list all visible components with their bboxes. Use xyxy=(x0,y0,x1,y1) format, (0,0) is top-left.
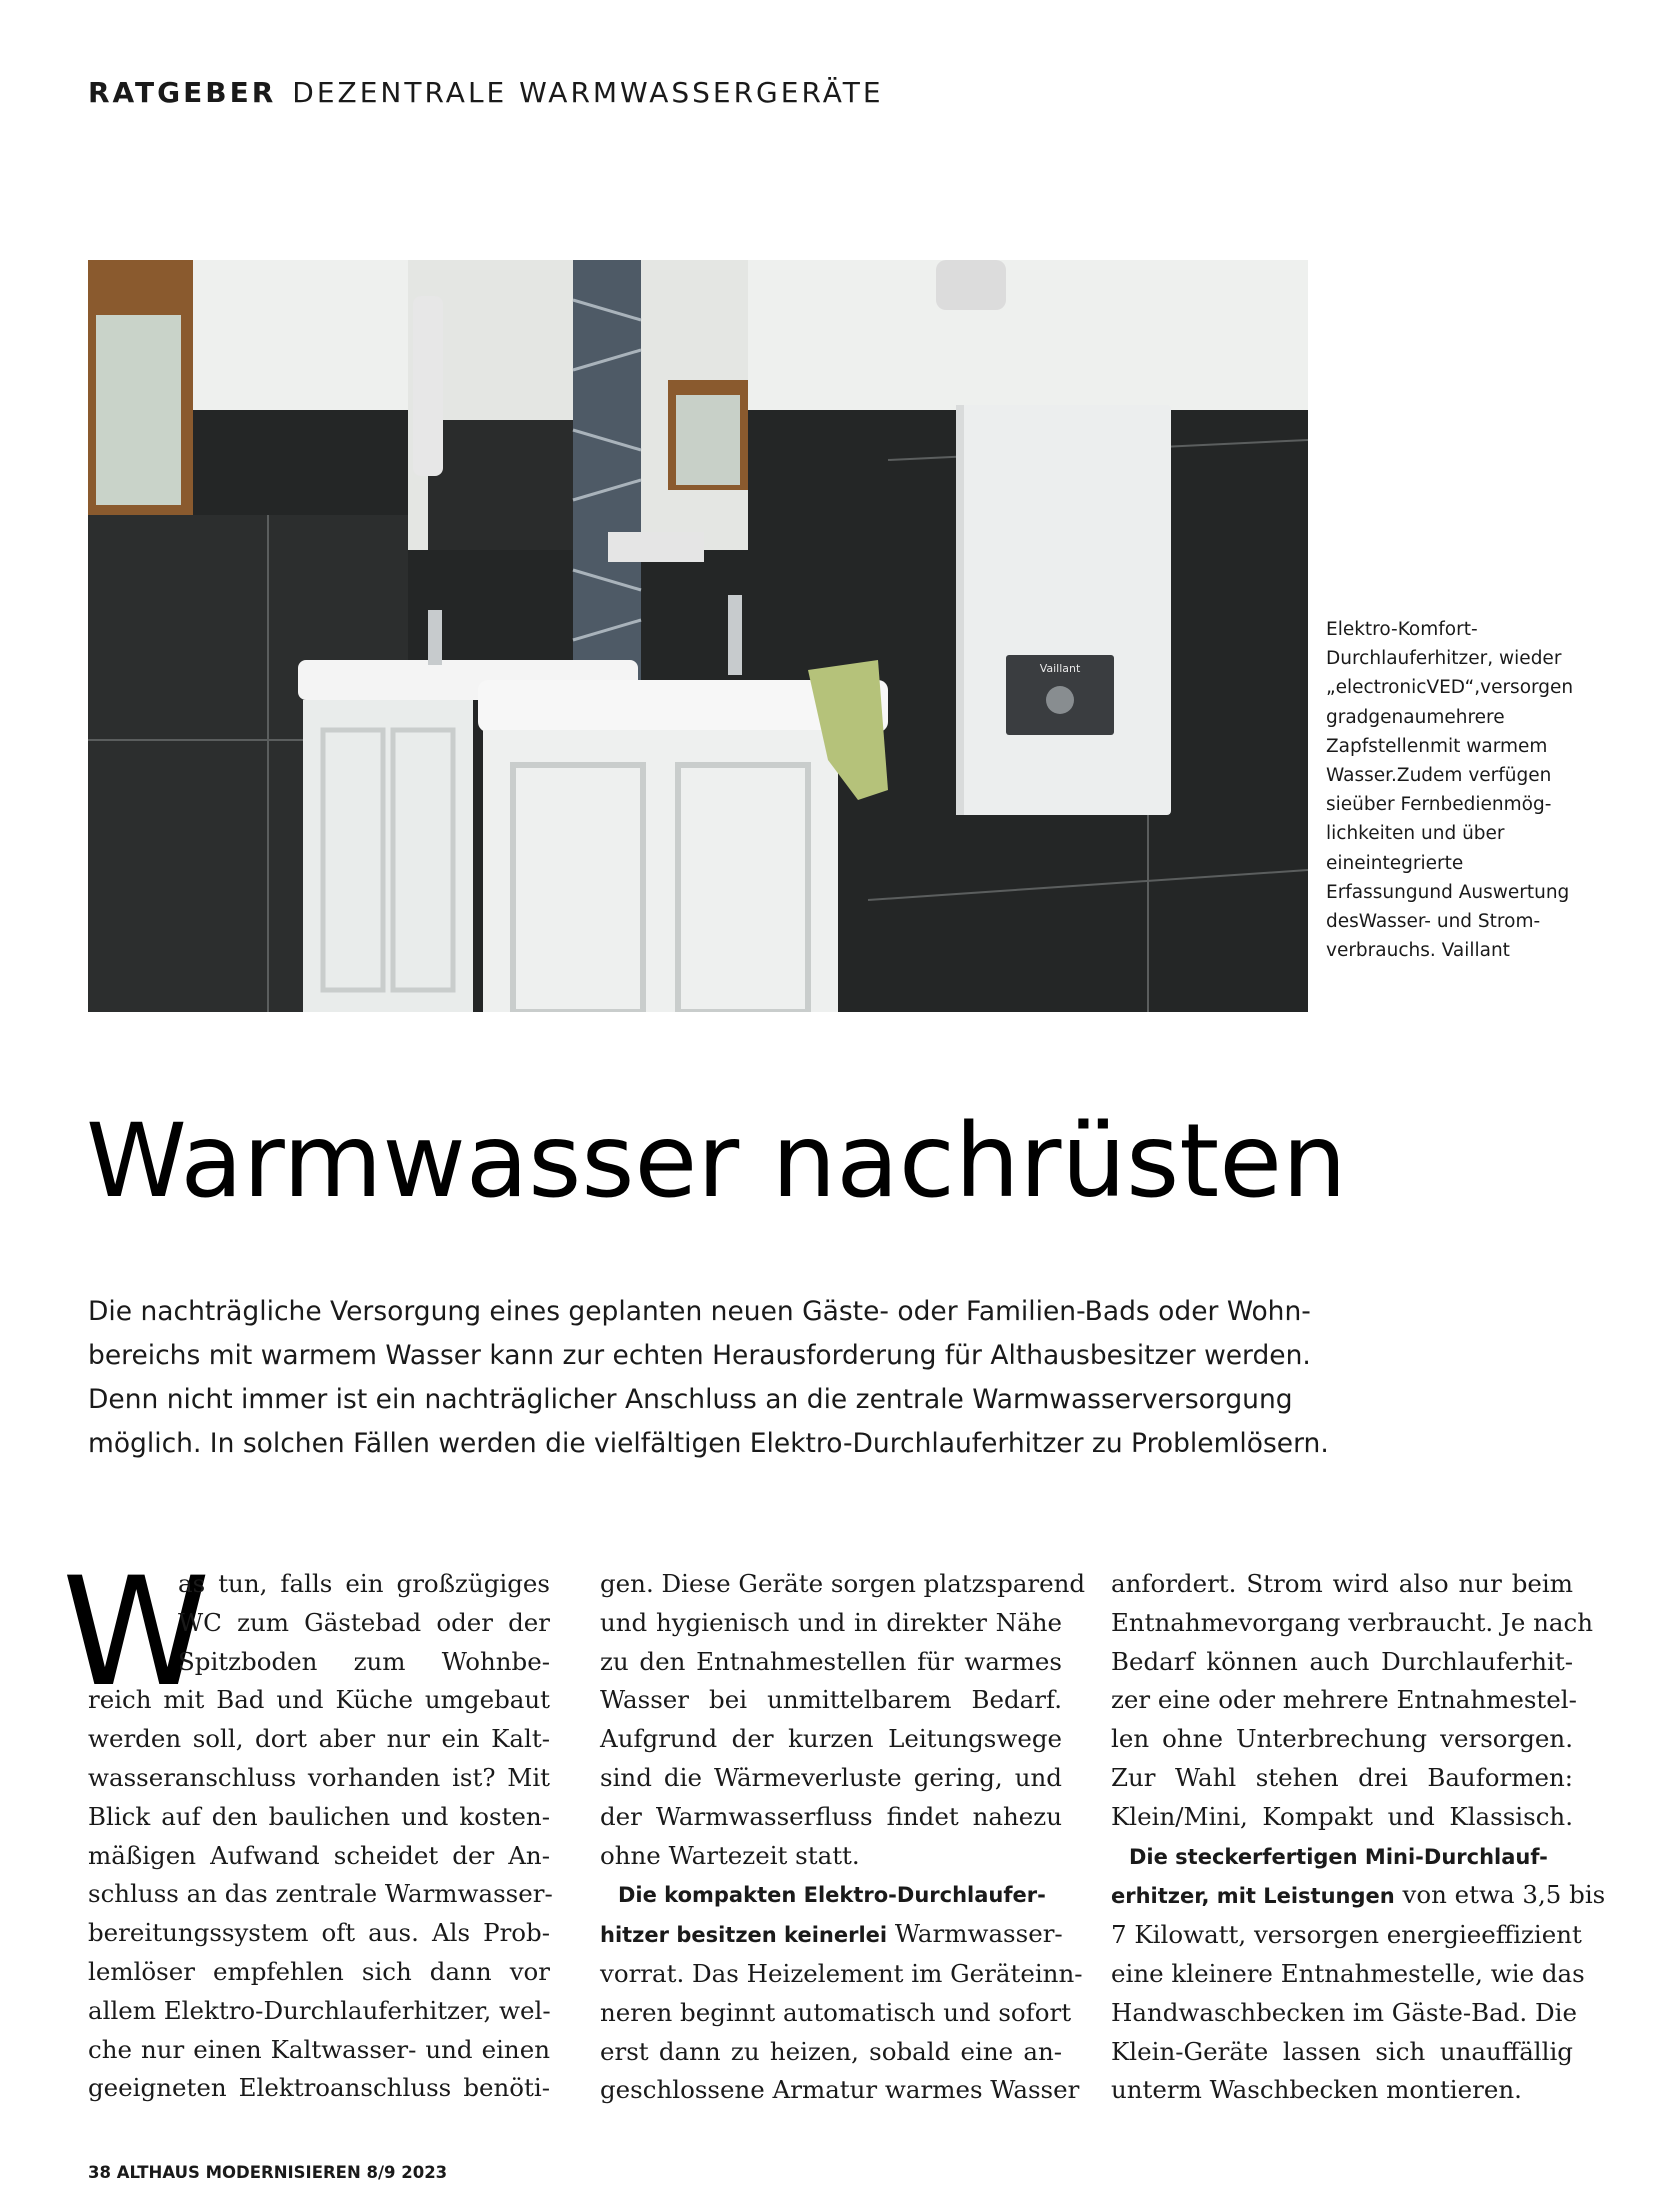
body-line: wasseranschluss vorhanden ist? Mit xyxy=(88,1762,550,1792)
body-column-2 xyxy=(600,1565,1086,2110)
body-line: sind die Wärmeverluste gering, und xyxy=(600,1762,1062,1792)
topic-label: DEZENTRALE WARMWASSERGERÄTE xyxy=(292,76,884,109)
body-line: reich mit Bad und Küche umgebaut xyxy=(88,1685,550,1715)
article-title: Warmwasser nachrüsten xyxy=(86,1102,1347,1221)
body-line: erst dann zu heizen, sobald eine an- xyxy=(600,2036,1062,2066)
body-line: 7 Kilowatt, versorgen energieeffizient xyxy=(1111,1920,1582,1950)
caption-line: Elektro-Komfort- xyxy=(1326,619,1478,640)
body-line: Wasser bei unmittelbarem Bedarf. xyxy=(600,1685,1062,1715)
body-line: geeigneten Elektroanschluss benöti- xyxy=(88,2073,550,2103)
body-line: unterm Waschbecken montieren. xyxy=(1111,2075,1522,2105)
lead-line: Die nachträgliche Versorgung eines geplanten neuen Gäste- oder Familien-Bads oder Wohn- xyxy=(88,1296,1311,1327)
runin-line xyxy=(600,1915,1062,1955)
body-line: zer eine oder mehrere Entnahmestel- xyxy=(1111,1685,1577,1715)
body-line: mäßigen Aufwand scheidet der An- xyxy=(88,1840,550,1870)
section-label: RATGEBER xyxy=(88,76,277,109)
body-line: Klein-Geräte lassen sich unauffällig xyxy=(1111,2036,1573,2066)
body-line: Klein/Mini, Kompakt und Klassisch. xyxy=(1111,1801,1573,1831)
runin-line xyxy=(1111,1876,1606,1916)
body-line: bereitungssystem oft aus. Als Prob- xyxy=(88,1918,550,1948)
body-line: Blick auf den baulichen und kosten- xyxy=(88,1801,550,1831)
runin-line xyxy=(600,1875,1062,1915)
body-line: ohne Wartezeit statt. xyxy=(600,1840,860,1870)
runin-text: Die steckerfertigen Mini-Durchlauf- xyxy=(1129,1844,1548,1869)
bathroom-illustration xyxy=(88,260,1308,1012)
lead-line: Denn nicht immer ist ein nachträglicher Anschluss an die zentrale Warmwasserversorgung xyxy=(88,1384,1293,1415)
bathroom-photo xyxy=(88,260,1308,1012)
runin-text: hitzer besitzen keinerlei xyxy=(600,1923,888,1948)
caption-line: der „electronicVED“, xyxy=(1326,648,1562,699)
body-line: Zur Wahl stehen drei Bauformen: xyxy=(1111,1762,1573,1792)
caption-line: mit warmem Wasser. xyxy=(1326,735,1548,787)
body-line: vorrat. Das Heizelement im Geräteinn- xyxy=(600,1958,1083,1988)
body-line: schluss an das zentrale Warmwasser- xyxy=(88,1879,553,1909)
body-column-1 xyxy=(88,1565,553,2108)
caption-line: integrierte Erfassung xyxy=(1326,852,1464,903)
caption-line: und Auswertung des xyxy=(1326,881,1570,933)
body-line: zu den Entnahmestellen für warmes xyxy=(600,1646,1062,1676)
body-line: lemlöser empfehlen sich dann vor xyxy=(88,1956,550,1986)
runin-text: erhitzer, mit Leistungen xyxy=(1111,1884,1395,1909)
caption-line: über Fernbedienmög- xyxy=(1352,794,1552,816)
body-text: von etwa 3,5 bis xyxy=(1394,1880,1606,1910)
body-line: der Warmwasserfluss findet nahezu xyxy=(600,1801,1062,1831)
body-line: Bedarf können auch Durchlauferhit- xyxy=(1111,1646,1573,1676)
page-folio: 38 ALTHAUS MODERNISIEREN 8/9 2023 xyxy=(88,2163,448,2182)
caption-line: Zudem verfügen sie xyxy=(1326,765,1552,816)
body-line: Aufgrund der kurzen Leitungswege xyxy=(600,1724,1062,1754)
drop-cap: W xyxy=(62,1546,211,1720)
body-line: Handwaschbecken im Gäste-Bad. Die xyxy=(1111,1997,1577,2027)
body-line: Entnahmevorgang verbraucht. Je nach xyxy=(1111,1607,1593,1637)
body-line: gen. Diese Geräte sorgen platzsparend xyxy=(600,1569,1086,1598)
running-header xyxy=(88,76,884,109)
body-line: as tun, falls ein großzügiges xyxy=(178,1569,550,1598)
lead-paragraph xyxy=(88,1290,1588,1466)
body-line: neren beginnt automatisch und sofort xyxy=(600,1997,1072,2027)
caption-line: mehrere Zapfstellen xyxy=(1326,706,1505,757)
caption-line: verbrauchs. Vaillant xyxy=(1326,940,1510,962)
body-line: anfordert. Strom wird also nur beim xyxy=(1111,1569,1573,1598)
body-line: len ohne Unterbrechung versorgen. xyxy=(1111,1724,1573,1754)
body-line: geschlossene Armatur warmes Wasser xyxy=(600,2075,1080,2105)
body-line: allem Elektro-Durchlauferhitzer, wel- xyxy=(88,1995,551,2025)
lead-line: bereichs mit warmem Wasser kann zur echten Herausforderung für Althausbesitzer werden. xyxy=(88,1340,1311,1371)
caption-line: lichkeiten und über eine xyxy=(1326,823,1505,874)
body-text: Warmwasser- xyxy=(887,1919,1063,1949)
body-column-3 xyxy=(1111,1565,1606,2110)
photo-caption xyxy=(1326,615,1576,965)
body-line: WC zum Gästebad oder der xyxy=(178,1607,550,1637)
body-line: und hygienisch und in direkter Nähe xyxy=(600,1607,1062,1637)
runin-text: Die kompakten Elektro-Durchlaufer- xyxy=(618,1883,1046,1908)
body-line: che nur einen Kaltwasser- und einen xyxy=(88,2034,550,2064)
caption-line: versorgen gradgenau xyxy=(1326,677,1574,728)
caption-line: Durchlauferhitzer, wie xyxy=(1326,648,1531,670)
body-line: Spitzboden zum Wohnbe- xyxy=(178,1646,550,1676)
body-line: eine kleinere Entnahmestelle, wie das xyxy=(1111,1958,1585,1988)
lead-line: möglich. In solchen Fällen werden die vielfältigen Elektro-Durchlauferhitzer zu Problemlösern. xyxy=(88,1428,1329,1459)
body-line: werden soll, dort aber nur ein Kalt- xyxy=(88,1724,550,1754)
caption-line: Wasser- und Strom- xyxy=(1358,911,1540,933)
device-brand-label: Vaillant xyxy=(1039,662,1081,675)
runin-line xyxy=(1111,1837,1573,1877)
